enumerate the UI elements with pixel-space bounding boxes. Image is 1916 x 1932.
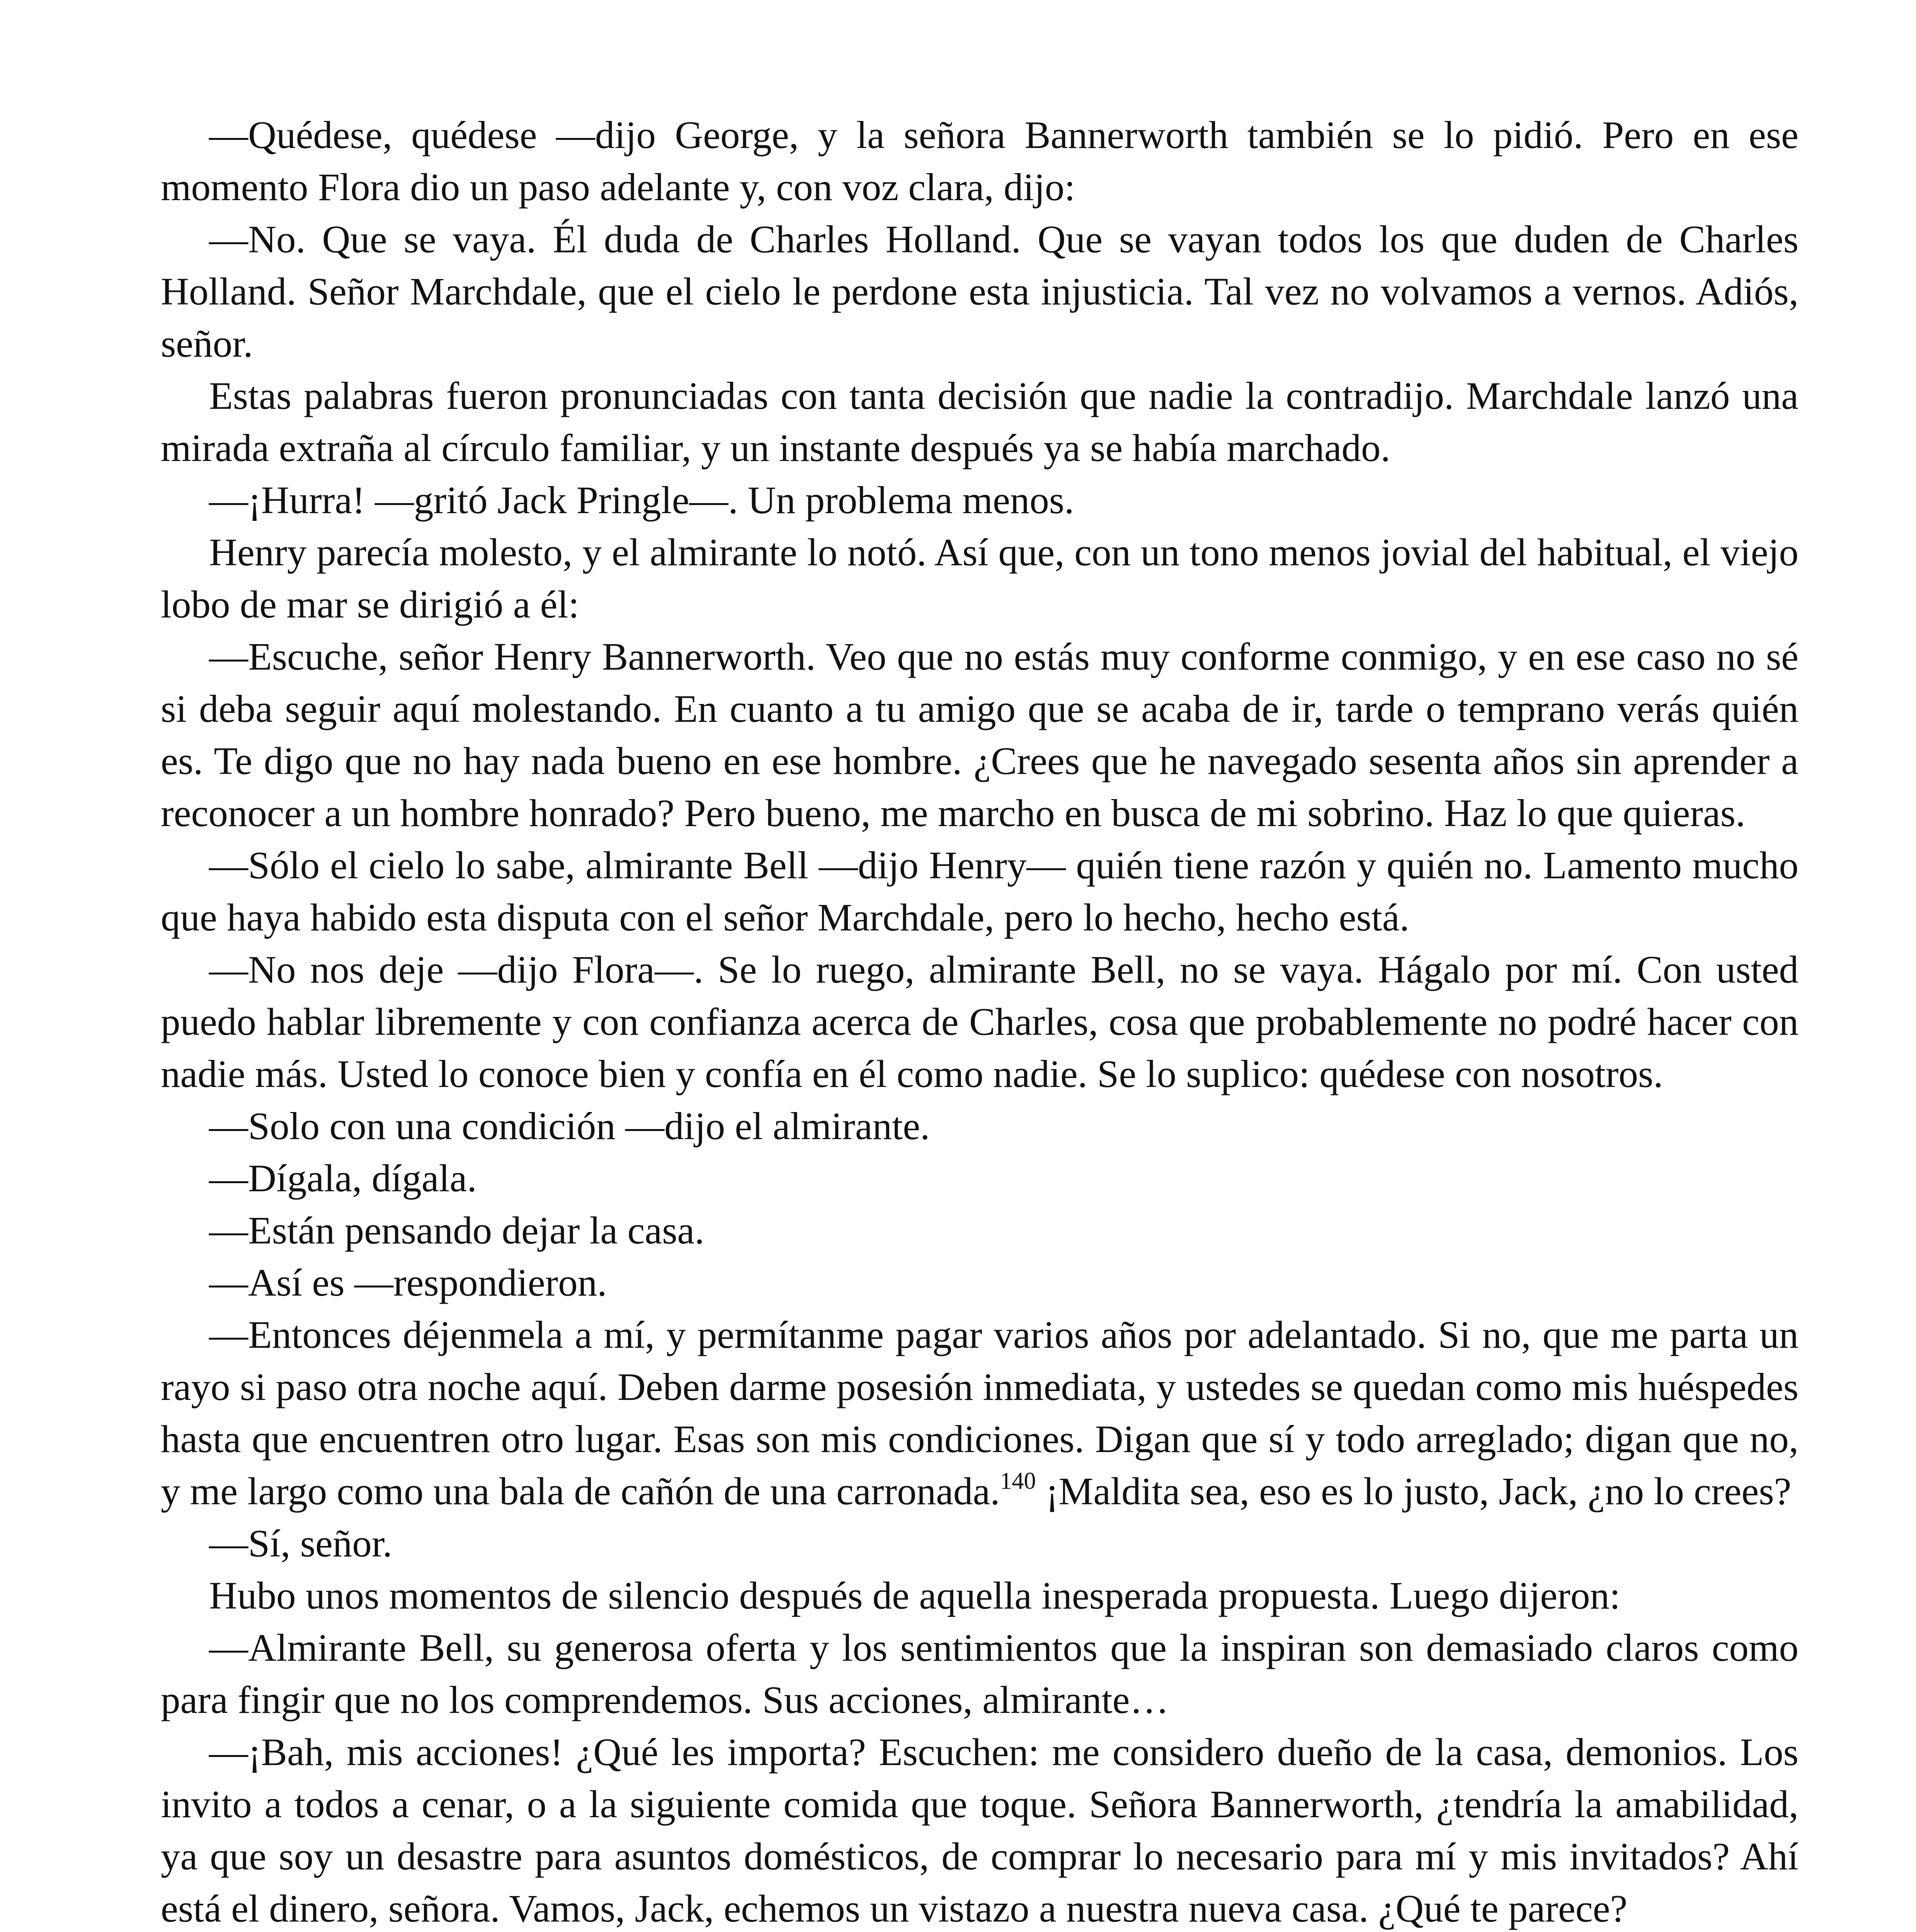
- paragraph: —¡Bah, mis acciones! ¿Qué les importa? Escuchen: me considero dueño de la casa, demonios. Los invito a todos a cenar, o a la siguiente comida que toque. Señora Bannerworth, ¿tendría la amabilidad, ya que soy un desastre para asuntos domésticos, de comprar lo necesario para mí y mis invitados? Ahí está el dinero, señora. Vamos, Jack, echemos un vistazo a nuestra nueva casa. ¿Qué te parece?: [161, 1730, 1799, 1930]
- paragraph: —Solo con una condición —dijo el almirante.: [209, 1104, 930, 1148]
- paragraph: Henry parecía molesto, y el almirante lo notó. Así que, con un tono menos jovial del habitual, el viejo lobo de mar se dirigió a él:: [161, 531, 1799, 626]
- paragraph: Hubo unos momentos de silencio después de aquella inesperada propuesta. Luego dijeron:: [209, 1574, 1620, 1617]
- paragraph: —Quédese, quédese —dijo George, y la señora Bannerworth también se lo pidió. Pero en ese momento Flora dio un paso adelante y, con voz clara, dijo:: [161, 113, 1799, 209]
- paragraph-text: ¡Maldita sea, eso es lo justo, Jack, ¿no lo crees?: [1036, 1469, 1792, 1513]
- page-body: [161, 109, 1799, 1932]
- paragraph: —No nos deje —dijo Flora—. Se lo ruego, almirante Bell, no se vaya. Hágalo por mí. Con usted puedo hablar libremente y con confianza acerca de Charles, cosa que probablemente no podré hacer con nadie más. Usted lo conoce bien y confía en él como nadie. Se lo suplico: quédese con nosotros.: [161, 948, 1799, 1095]
- paragraph-text: —Entonces déjenmela a mí, y permítanme pagar varios años por adelantado. Si no, que me parta un rayo si paso otra noche aquí. Deben darme posesión inmediata, y ustedes se quedan como mis huéspedes hasta que encuentren otro lugar. Esas son mis condiciones. Digan que sí y todo arreglado; digan que no, y me largo como una bala de cañón de una carronada.: [161, 1313, 1799, 1513]
- paragraph: —Están pensando dejar la casa.: [209, 1209, 704, 1252]
- paragraph: —Sólo el cielo lo sabe, almirante Bell —dijo Henry— quién tiene razón y quién no. Lamento mucho que haya habido esta disputa con el señor Marchdale, pero lo hecho, hecho está.: [161, 844, 1799, 939]
- paragraph: —Escuche, señor Henry Bannerworth. Veo que no estás muy conforme conmigo, y en ese caso no sé si deba seguir aquí molestando. En cuanto a tu amigo que se acaba de ir, tarde o temprano verás quién es. Te digo que no hay nada bueno en ese hombre. ¿Crees que he navegado sesenta años sin aprender a reconocer a un hombre honrado? Pero bueno, me marcho en busca de mi sobrino. Haz lo que quieras.: [161, 635, 1799, 835]
- paragraph: —¡Hurra! —gritó Jack Pringle—. Un problema menos.: [209, 478, 1074, 522]
- paragraph-with-footnote-ref: [161, 1309, 1799, 1517]
- paragraph: —Almirante Bell, su generosa oferta y los sentimientos que la inspiran son demasiado claros como para fingir que no los comprendemos. Sus acciones, almirante…: [161, 1626, 1799, 1721]
- paragraph: —Dígala, dígala.: [209, 1156, 477, 1200]
- paragraph: —Así es —respondieron.: [209, 1261, 607, 1304]
- paragraph: —No. Que se vaya. Él duda de Charles Holland. Que se vayan todos los que duden de Charles Holland. Señor Marchdale, que el cielo le perdone esta injusticia. Tal vez no volvamos a vernos. Adiós, señor.: [161, 218, 1799, 365]
- paragraph: —Sí, señor.: [209, 1522, 393, 1565]
- paragraph: Estas palabras fueron pronunciadas con tanta decisión que nadie la contradijo. Marchdale lanzó una mirada extraña al círculo familiar, y un instante después ya se había marchado.: [161, 374, 1799, 469]
- footnote-reference[interactable]: 140: [1000, 1468, 1036, 1494]
